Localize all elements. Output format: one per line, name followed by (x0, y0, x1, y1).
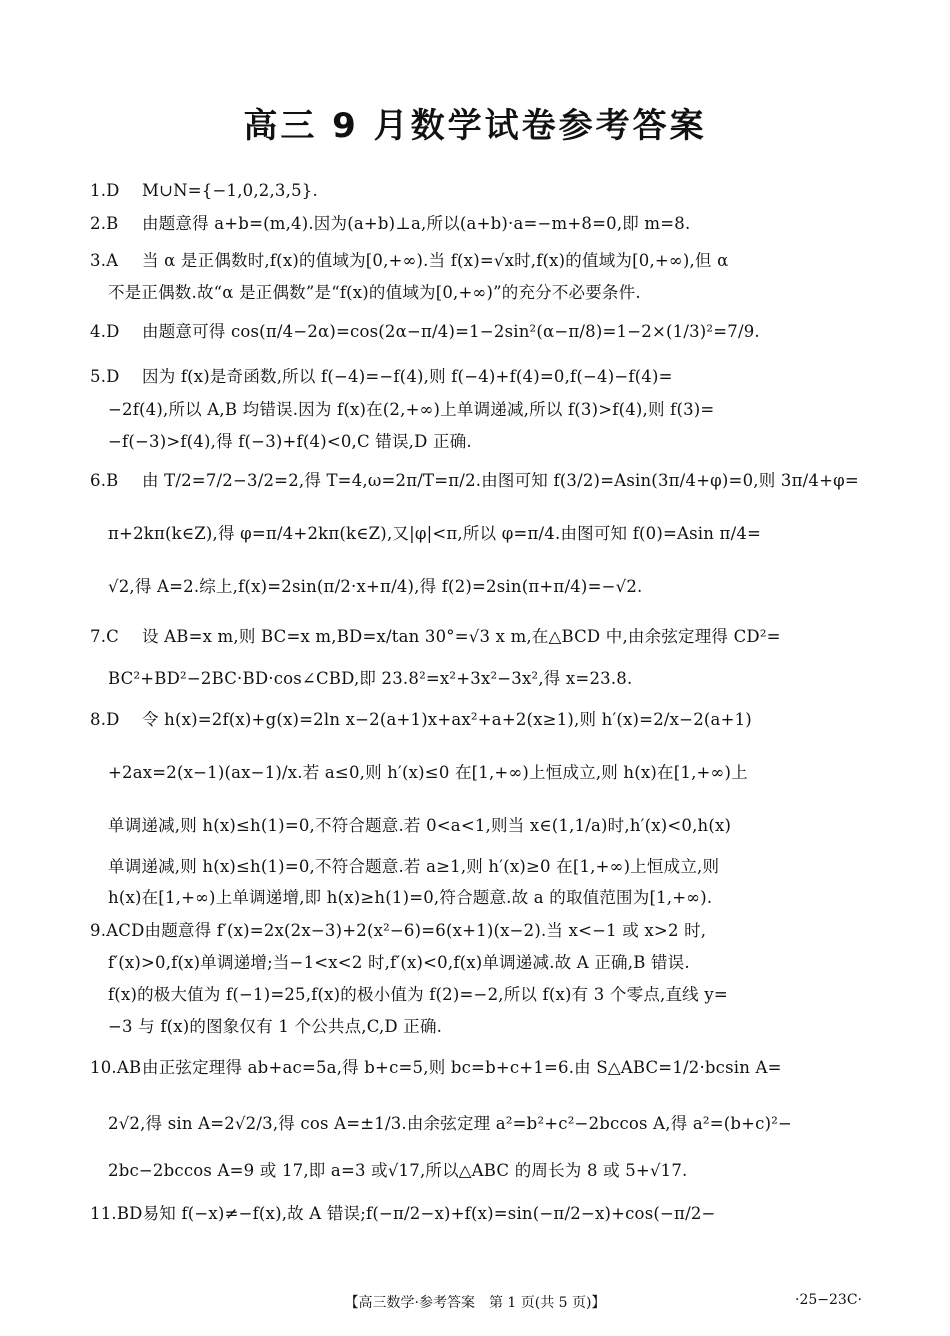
answer-5-cont: −2f(4),所以 A,B 均错误.因为 f(x)在(2,+∞)上单调递减,所以 f(3)>f(4),则 f(3)= (108, 400, 715, 419)
answer-9-cont: f(x)的极大值为 f(−1)=25,f(x)的极小值为 f(2)=−2,所以 f(x)有 3 个零点,直线 y= (108, 985, 728, 1004)
answer-10-cont: 2√2,得 sin A=2√2/3,得 cos A=±1/3.由余弦定理 a²=b²+c²−2bccos A,得 a²=(b+c)²− (108, 1114, 793, 1133)
answer-8-cont: 单调递减,则 h(x)≤h(1)=0,不符合题意.若 0<a<1,则当 x∈(1,1/a)时,h′(x)<0,h(x) (108, 816, 732, 835)
answer-number: 8.D (90, 710, 120, 729)
answer-10-cont: 2bc−2bccos A=9 或 17,即 a=3 或√17,所以△ABC 的周长为 8 或 5+√17. (108, 1161, 688, 1180)
answer-8 (90, 709, 860, 731)
answer-5 (90, 366, 860, 388)
answer-text: 由 T/2=7/2−3/2=2,得 T=4,ω=2π/T=π/2.由图可知 f(3/2)=Asin(3π/4+φ)=0,则 3π/4+φ= (142, 471, 859, 490)
answer-9-cont: f′(x)>0,f(x)单调递增;当−1<x<2 时,f′(x)<0,f(x)单调递减.故 A 正确,B 错误. (108, 953, 690, 972)
answer-11 (90, 1203, 860, 1225)
answer-number: 6.B (90, 471, 119, 490)
answer-6-cont: √2,得 A=2.综上,f(x)=2sin(π/2·x+π/4),得 f(2)=2sin(π+π/4)=−√2. (108, 577, 643, 596)
answer-3-cont: 不是正偶数.故“α 是正偶数”是“f(x)的值域为[0,+∞)”的充分不必要条件. (108, 283, 641, 302)
answer-number: 1.D (90, 181, 120, 200)
answer-4 (90, 321, 860, 343)
answer-6 (90, 470, 860, 492)
answer-1 (90, 180, 860, 202)
answer-9-cont: −3 与 f(x)的图象仅有 1 个公共点,C,D 正确. (108, 1017, 443, 1036)
answer-number: 4.D (90, 322, 120, 341)
answer-9 (90, 920, 860, 942)
answer-3 (90, 250, 860, 272)
answer-8-cont: 单调递减,则 h(x)≤h(1)=0,不符合题意.若 a≥1,则 h′(x)≥0 在[1,+∞)上恒成立,则 (108, 857, 720, 876)
answer-text: 因为 f(x)是奇函数,所以 f(−4)=−f(4),则 f(−4)+f(4)=0,f(−4)−f(4)= (142, 367, 673, 386)
answer-text: 易知 f(−x)≠−f(x),故 A 错误;f(−π/2−x)+f(x)=sin(−π/2−x)+cos(−π/2− (142, 1204, 716, 1223)
answer-8-cont: +2ax=2(x−1)(ax−1)/x.若 a≤0,则 h′(x)≤0 在[1,+∞)上恒成立,则 h(x)在[1,+∞)上 (108, 763, 748, 782)
answer-number: 11.BD (90, 1204, 143, 1223)
answer-number: 3.A (90, 251, 119, 270)
answer-6-cont: π+2kπ(k∈Z),得 φ=π/4+2kπ(k∈Z),又|φ|<π,所以 φ=π/4.由图可知 f(0)=Asin π/4= (108, 524, 762, 543)
answer-number: 5.D (90, 367, 120, 386)
answer-text: 设 AB=x m,则 BC=x m,BD=x/tan 30°=√3 x m,在△BCD 中,由余弦定理得 CD²= (142, 627, 781, 646)
answer-text: 由题意可得 cos(π/4−2α)=cos(2α−π/4)=1−2sin²(α−π/8)=1−2×(1/3)²=7/9. (142, 322, 760, 341)
answer-number: 2.B (90, 214, 119, 233)
answer-text: 当 α 是正偶数时,f(x)的值域为[0,+∞).当 f(x)=√x时,f(x)的值域为[0,+∞),但 α (142, 251, 729, 270)
answer-7-cont: BC²+BD²−2BC·BD·cos∠CBD,即 23.8²=x²+3x²−3x²,得 x=23.8. (108, 669, 633, 688)
footer-code: ·25−23C· (795, 1292, 862, 1308)
answer-text: M∪N={−1,0,2,3,5}. (142, 181, 318, 200)
answer-text: 由正弦定理得 ab+ac=5a,得 b+c=5,则 bc=b+c+1=6.由 S△ABC=1/2·bcsin A= (142, 1058, 782, 1077)
footer-page-info: 【高三数学·参考答案 第 1 页(共 5 页)】 (344, 1295, 606, 1311)
page-title: 高三 9 月数学试卷参考答案 (243, 106, 707, 146)
answer-5-cont: −f(−3)>f(4),得 f(−3)+f(4)<0,C 错误,D 正确. (108, 432, 472, 451)
answer-8-cont: h(x)在[1,+∞)上单调递增,即 h(x)≥h(1)=0,符合题意.故 a 的取值范围为[1,+∞). (108, 888, 713, 907)
answer-number: 7.C (90, 627, 119, 646)
answer-text: 由题意得 a+b=(m,4).因为(a+b)⊥a,所以(a+b)·a=−m+8=0,即 m=8. (142, 214, 691, 233)
answer-text: 由题意得 f′(x)=2x(2x−3)+2(x²−6)=6(x+1)(x−2).当 x<−1 或 x>2 时, (144, 921, 707, 940)
answer-10 (90, 1057, 860, 1079)
answer-2 (90, 213, 860, 235)
answer-7 (90, 626, 860, 648)
answer-number: 9.ACD (90, 921, 145, 940)
answer-text: 令 h(x)=2f(x)+g(x)=2ln x−2(a+1)x+ax²+a+2(x≥1),则 h′(x)=2/x−2(a+1) (142, 710, 752, 729)
answer-number: 10.AB (90, 1058, 142, 1077)
